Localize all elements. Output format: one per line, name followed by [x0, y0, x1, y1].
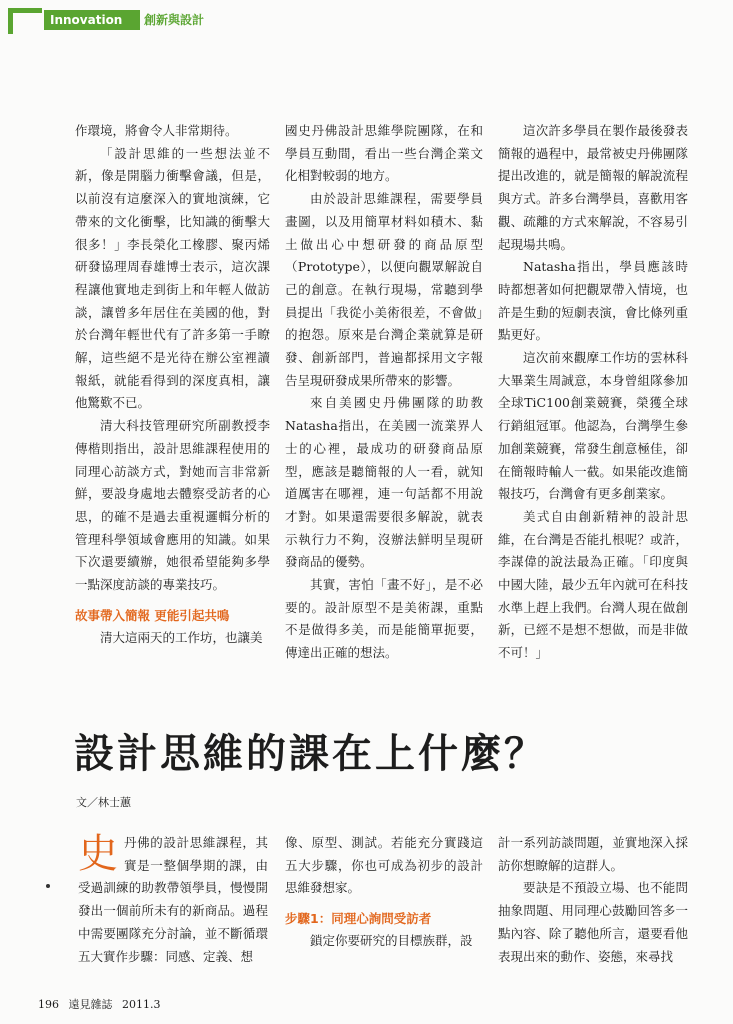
paragraph: 由於設計思維課程，需要學員畫圖，以及用簡單材料如積木、黏土做出心中想研發的商品原型（Prototype），以便向觀眾解說自己的創意。在執行現場，常聽到學員提出「我從小美術很差，不會做」的抱怨。原來是台灣企業就算是研發、創新部門，普遍都採用文字報告呈現研發成果所帶來的影響。: [285, 191, 483, 388]
section-label: Innovation: [50, 13, 123, 27]
article-column-1: [78, 832, 268, 968]
paragraph: 清大科技管理研究所副教授李傳楷則指出，設計思維課程使用的同理心訪談方式，對她而言非常新鮮，要設身處地去體察受訪者的心思，的確不是過去重視邏輯分析的管理科學領域會應用的知識。如果下次還要續辦，她很希望能夠多學一點深度訪談的專業技巧。: [75, 418, 270, 593]
subheading: 故事帶入簡報 更能引起共鳴: [75, 607, 230, 623]
magazine-name: 遠見雜誌: [68, 998, 113, 1011]
paragraph: Natasha指出，學員應該時時都想著如何把觀眾帶入情境，也許是生動的短劇表演，會比條列重點更好。: [498, 259, 688, 343]
corner-mark: [8, 8, 42, 34]
paragraph: 計一系列訪談問題，並實地深入採訪你想瞭解的這群人。: [498, 835, 688, 873]
article-column-2: [285, 832, 483, 953]
paragraph: 要訣是不預設立場、也不能問抽象問題、用同理心鼓勵回答多一點內容、除了聽他所言，還要看他表現出來的動作、姿態，來尋找: [498, 880, 688, 964]
paragraph: 來自美國史丹佛團隊的助教Natasha指出，在美國一流業界人士的心裡，最成功的研發商品原型，應該是聽簡報的人一看，就知道厲害在哪裡，連一句話都不用說才對。如果還需要很多解說，就表示執行力不夠，沒辦法鮮明呈現研發商品的優勢。: [285, 395, 483, 570]
paragraph: 鎖定你要研究的目標族群，設: [310, 933, 473, 949]
page-number: 196: [38, 998, 59, 1011]
article-column-3: [498, 832, 688, 968]
upper-column-3: [498, 120, 688, 665]
article-title: 設計思維的課在上什麼？: [74, 730, 547, 777]
paragraph: 其實，害怕「畫不好」，是不必要的。設計原型不是美術課，重點不是做得多美，而是能簡單扼要，傳達出正確的想法。: [285, 577, 483, 661]
byline: 文／林士蕙: [76, 796, 131, 809]
drop-cap: 史: [78, 831, 118, 877]
upper-column-2: [285, 120, 483, 665]
bullet-mark: [46, 884, 50, 888]
paragraph: 丹佛的設計思維課程，其實是一整個學期的課，由受過訓練的助教帶領學員，慢慢開發出一個前所未有的新商品。過程中需要團隊充分討論，並不斷循環五大實作步驟：同感、定義、想: [78, 835, 268, 964]
paragraph: 「設計思維的一些想法並不新，像是開腦力衝擊會議，但是，以前沒有這麼深入的實地演練，它帶來的文化衝擊，比知識的衝擊大很多！」李長榮化工橡膠、聚丙烯研發協理周春雄博士表示，這次課程讓他實地走到街上和年輕人做訪談，讓曾多年居住在美國的他，對於台灣年輕世代有了許多第一手瞭解，這些絕不是光待在辦公室裡讀報紙，就能看得到的深度真相，讓他驚歎不已。: [75, 145, 270, 411]
paragraph: 美式自由創新精神的設計思維，在台灣是否能扎根呢？或許，李謀偉的說法最為正確。「印度與中國大陸，最少五年內就可在科技水準上趕上我們。台灣人現在做創新，已經不是想不想做，而是非做不可！」: [498, 508, 688, 661]
section-subtitle: 創新與設計: [144, 13, 205, 27]
issue-date: 2011.3: [122, 998, 161, 1011]
paragraph: 國史丹佛設計思維學院團隊，在和學員互動間，看出一些台灣企業文化相對較弱的地方。: [285, 123, 483, 184]
page-header: [0, 0, 733, 40]
page-footer: [38, 996, 167, 1012]
paragraph: 清大這兩天的工作坊，也讓美: [100, 629, 263, 645]
upper-column-1: [75, 120, 270, 649]
paragraph: 像、原型、測試。若能充分實踐這五大步驟，你也可成為初步的設計思維發想家。: [285, 835, 483, 896]
paragraph: 這次許多學員在製作最後發表簡報的過程中，最常被史丹佛團隊提出改進的，就是簡報的解說流程與方式。許多台灣學員，喜歡用客觀、疏離的方式來解說，不容易引起現場共鳴。: [498, 123, 688, 252]
subheading: 步驟1：同理心詢問受訪者: [285, 911, 432, 927]
paragraph: 作環境，將會令人非常期待。: [75, 123, 238, 138]
paragraph: 這次前來觀摩工作坊的雲林科大畢業生周誠意，本身曾組隊參加全球TiC100創業競賽，榮獲全球行銷組冠軍。他認為，台灣學生參加創業競賽，常發生創意極佳，卻在簡報時輸人一截。如果能改進簡報技巧，台灣會有更多創業家。: [498, 350, 688, 502]
section-tag: [44, 10, 140, 30]
